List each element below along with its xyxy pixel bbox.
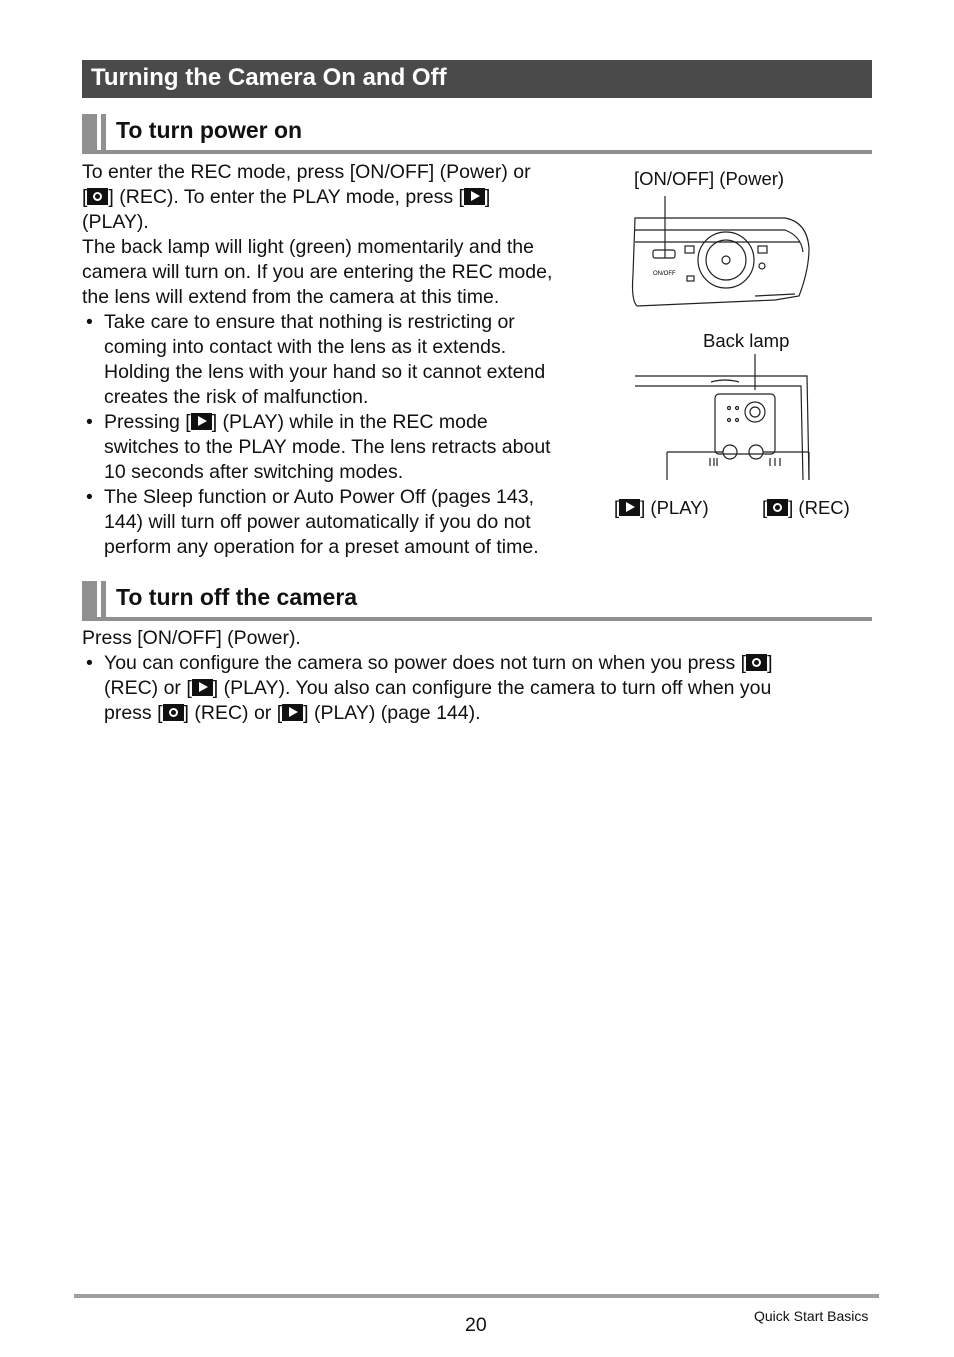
- section-heading-power-off: [82, 581, 872, 617]
- camera-icon: [163, 704, 184, 721]
- bullet-line: (REC) or [ ] (PLAY). You also can configure the camera to turn off when you: [104, 677, 772, 699]
- bullet-line: coming into contact with the lens as it extends.: [104, 336, 507, 358]
- camera-icon: [746, 654, 767, 671]
- body-line: Press [ON/OFF] (Power).: [82, 627, 301, 649]
- play-icon: [282, 704, 303, 721]
- page-number: 20: [465, 1314, 487, 1336]
- body-line: (PLAY).: [82, 211, 149, 233]
- camera-icon: [87, 188, 108, 205]
- body-line: The back lamp will light (green) momentarily and the: [82, 236, 534, 258]
- heading-rule: [82, 617, 872, 621]
- section-heading-text: To turn power on: [116, 117, 303, 143]
- onoff-text: ON/OFF: [653, 271, 676, 277]
- bullet-line: 144) will turn off power automatically if you do not: [104, 511, 531, 533]
- heading-marker: [82, 114, 97, 150]
- heading-marker: [101, 581, 106, 617]
- label-play: [ ] (PLAY): [614, 497, 709, 518]
- body-line: [ ] (REC). To enter the PLAY mode, press [ ]: [82, 186, 491, 208]
- label-power: [ON/OFF] (Power): [634, 168, 785, 189]
- page-title-bar: [82, 60, 872, 98]
- camera-top-view: [633, 196, 810, 306]
- body-line: camera will turn on. If you are entering the REC mode,: [82, 261, 553, 283]
- page-title: Turning the Camera On and Off: [91, 64, 447, 91]
- camera-diagram: [625, 190, 825, 480]
- label-rec: [ ] (REC): [762, 497, 850, 518]
- heading-marker: [101, 114, 106, 150]
- camera-icon: [767, 499, 788, 516]
- bullet-line: switches to the PLAY mode. The lens retracts about: [104, 436, 551, 458]
- footer-rule: [74, 1294, 879, 1298]
- bullet-item: • Pressing [ ] (PLAY) while in the REC mode: [104, 410, 488, 435]
- bullet-line: creates the risk of malfunction.: [104, 386, 369, 408]
- label-back-lamp: Back lamp: [703, 330, 790, 351]
- bullet-line: press [ ] (REC) or [ ] (PLAY) (page 144).: [104, 702, 481, 724]
- section-heading-text: To turn off the camera: [116, 584, 358, 610]
- play-icon: [464, 188, 485, 205]
- footer-section-name: Quick Start Basics: [754, 1308, 869, 1324]
- play-icon: [191, 413, 212, 430]
- heading-marker: [82, 581, 97, 617]
- bullet-item: • Take care to ensure that nothing is restricting or: [104, 310, 515, 335]
- bullet-line: 10 seconds after switching modes.: [104, 461, 404, 483]
- section-heading-power-on: [82, 114, 872, 150]
- bullet-line: perform any operation for a preset amount of time.: [104, 536, 539, 558]
- play-icon: [619, 499, 640, 516]
- camera-back-view: [635, 354, 809, 480]
- heading-rule: [82, 150, 872, 154]
- bullet-line: Holding the lens with your hand so it cannot extend: [104, 361, 546, 383]
- bullet-item: • You can configure the camera so power does not turn on when you press [ ]: [104, 651, 773, 676]
- bullet-item: • The Sleep function or Auto Power Off (pages 143,: [104, 485, 534, 510]
- body-line: the lens will extend from the camera at this time.: [82, 286, 500, 308]
- play-icon: [192, 679, 213, 696]
- body-line: To enter the REC mode, press [ON/OFF] (Power) or: [82, 161, 531, 183]
